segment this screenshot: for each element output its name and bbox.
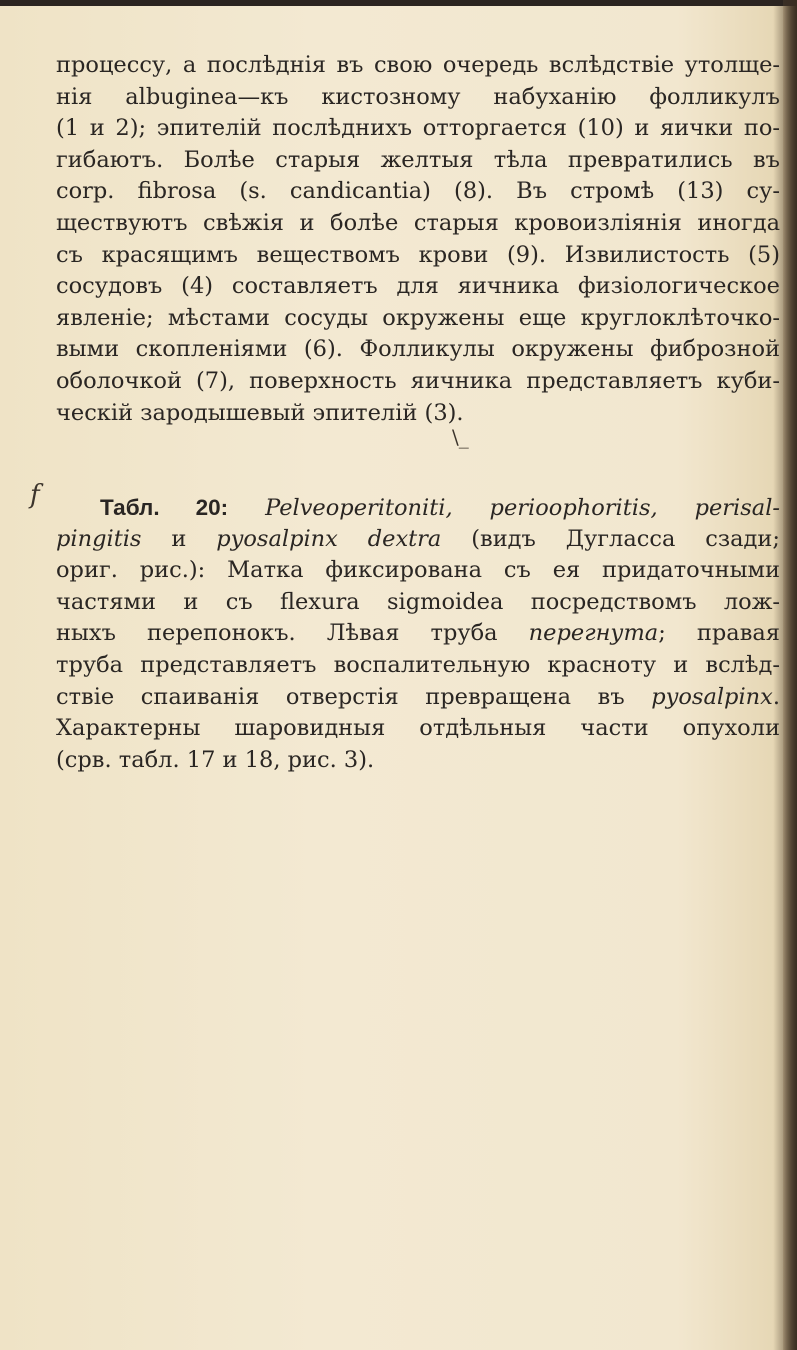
caption-line-5 bbox=[56, 618, 780, 650]
caption-line-1 bbox=[56, 492, 780, 524]
caption-line-3: ориг. рис.): Матка фиксирована съ ея придаточными bbox=[56, 557, 780, 584]
page-binding-shadow bbox=[783, 0, 797, 1350]
text-line: (1 и 2); эпителій послѣднихъ отторгается (10) и яички по- bbox=[56, 115, 780, 142]
text-line: сосудовъ (4) составляетъ для яичника физіологическое bbox=[56, 273, 780, 300]
text-run: ныхъ перепонокъ. Лѣвая труба bbox=[56, 620, 529, 647]
caption-line-9: (срв. табл. 17 и 18, рис. 3). bbox=[56, 746, 375, 773]
stray-print-mark: \_ bbox=[452, 425, 469, 449]
italic-term: Pelveoperitoniti, perioophoritis, perisal- bbox=[265, 495, 780, 521]
text-line: ческій зародышевый эпителій (3). bbox=[56, 399, 464, 426]
italic-term: перегнута bbox=[528, 620, 659, 647]
text-line: ществуютъ свѣжія и болѣе старыя кровоизліянія иногда bbox=[56, 209, 780, 236]
table-number-heading: Табл. 20: bbox=[100, 495, 229, 520]
caption-line-4: частями и съ flexura sigmoidea посредствомъ лож- bbox=[56, 588, 780, 615]
italic-term: pyosalpinx dextra bbox=[216, 525, 442, 552]
text-line: corp. fibrosa (s. candicantia) (8). Въ стромѣ (13) су- bbox=[56, 178, 780, 205]
italic-term: pingitis bbox=[56, 525, 142, 552]
page-top-edge bbox=[0, 0, 797, 6]
caption-line-7 bbox=[56, 682, 780, 714]
caption-line-8: Характерны шаровидныя отдѣльныя части опухоли bbox=[56, 715, 780, 742]
caption-line-2 bbox=[56, 524, 780, 556]
caption-line-6: труба представляетъ воспалительную красноту и вслѣд- bbox=[56, 651, 780, 678]
text-line: процессу, а послѣднія въ свою очередь вслѣдствіе утолще- bbox=[56, 52, 780, 78]
text-line: нія albuginea—къ кистозному набуханію фолликулъ bbox=[56, 83, 780, 110]
text-run: . bbox=[772, 683, 780, 710]
paragraph-table-20-caption bbox=[56, 492, 780, 776]
text-line: гибаютъ. Болѣе старыя желтыя тѣла превратились въ bbox=[56, 146, 780, 173]
text-run: ; правая bbox=[658, 620, 780, 647]
text-line: выми скопленіями (6). Фолликулы окружены фиброзной bbox=[56, 336, 780, 363]
italic-term: pyosalpinx bbox=[651, 683, 773, 710]
text-line: оболочкой (7), поверхность яичника представляетъ куби- bbox=[56, 367, 780, 394]
text-line: съ красящимъ веществомъ крови (9). Извилистость (5) bbox=[56, 241, 780, 268]
text-run: и bbox=[141, 525, 217, 552]
stray-margin-mark: f bbox=[30, 480, 40, 510]
paragraph-ovary-description bbox=[56, 50, 780, 429]
text-line: явленіе; мѣстами сосуды окружены еще круглоклѣточко- bbox=[56, 304, 780, 331]
text-run: (видъ Дугласса сзади; bbox=[441, 525, 780, 552]
text-run: ствіе спаиванія отверстія превращена въ bbox=[56, 683, 652, 710]
